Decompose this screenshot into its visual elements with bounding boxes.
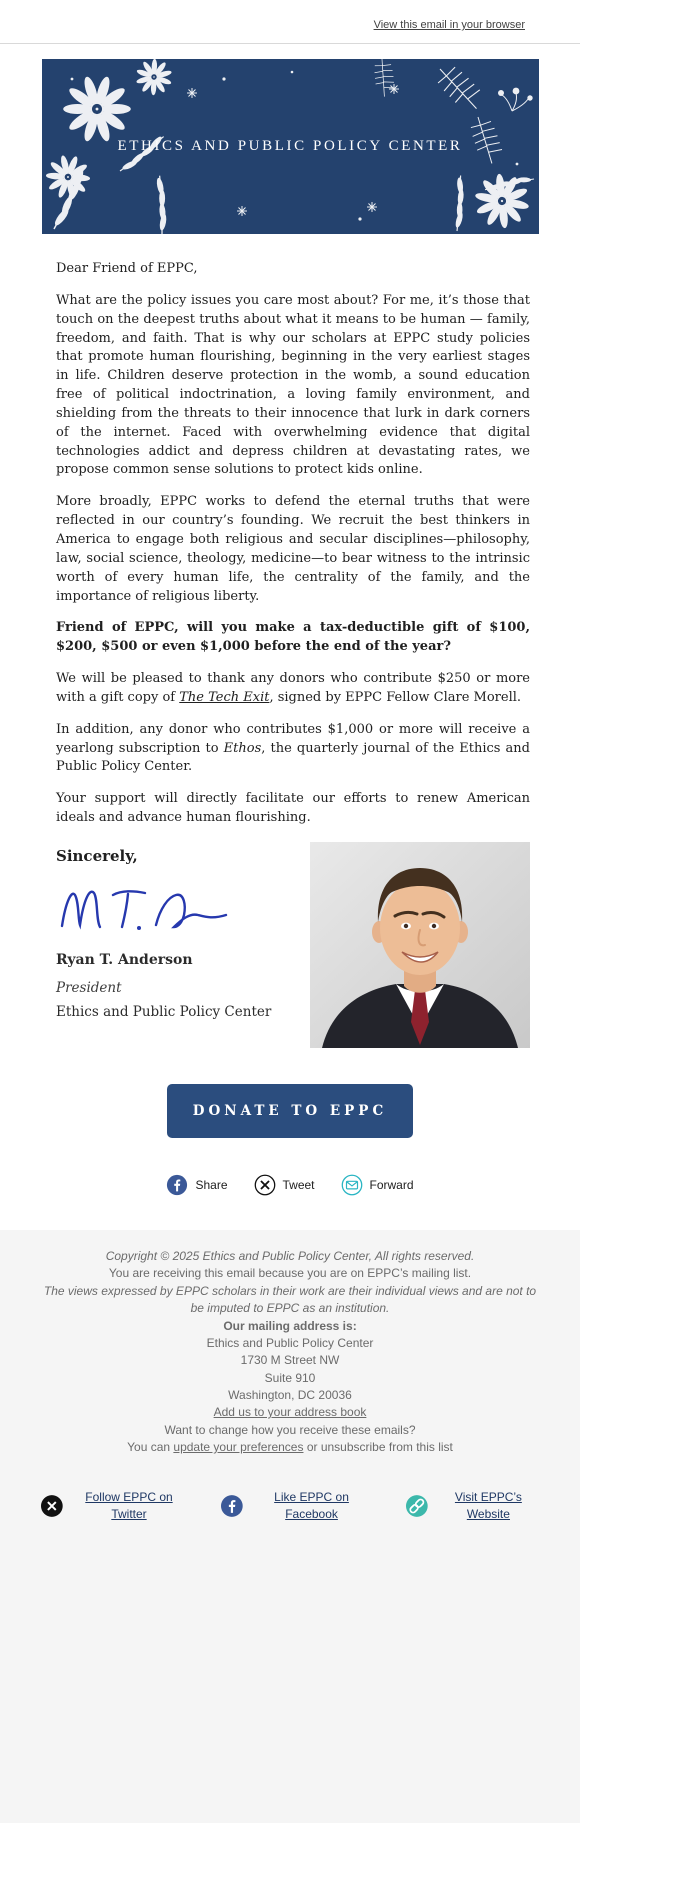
social-links-row [40,1489,540,1524]
banner-title: ETHICS AND PUBLIC POLICY CENTER [117,138,463,154]
footer [0,1230,580,1823]
visit-website-button[interactable] [405,1489,540,1524]
x-icon [40,1493,64,1519]
view-in-browser-link[interactable]: View this email in your browser [373,19,525,31]
receiving-text: You are receiving this email because you are on EPPC’s mailing list. [108,1266,472,1281]
signer-title: President [56,979,122,996]
signature-block [56,842,530,1048]
like-facebook-button[interactable] [220,1489,371,1524]
signer-organization: Ethics and Public Policy Center [56,1003,272,1020]
address-line: Ethics and Public Policy Center [206,1335,374,1350]
gift-text-post: , signed by EPPC Fellow Clare Morell. [269,689,522,705]
forward-button[interactable] [341,1174,414,1196]
follow-twitter-button[interactable] [40,1489,186,1524]
donate-button[interactable]: DONATE TO EPPC [167,1084,413,1138]
letter-body [0,234,580,1048]
salutation: Dear Friend of EPPC, [56,261,198,276]
ryan-anderson-photo [310,842,530,1048]
visit-website-label: Visit EPPC’s Website [454,1489,522,1522]
address-line: 1730 M Street NW [240,1353,340,1368]
change-emails-question: Want to change how you receive these emails? [164,1422,416,1437]
forward-label: Forward [369,1177,414,1192]
paragraph-ask: Friend of EPPC, will you make a tax-deductible gift of $100, $200, $500 or even $1,000 before the end of the year? [56,620,530,655]
paragraph-ethos [56,721,530,778]
preferences-text-or: or [303,1440,321,1455]
add-address-book-link[interactable]: Add us to your address book [213,1405,367,1420]
cta-section [0,1084,580,1138]
tweet-label: Tweet [282,1177,315,1192]
paragraph-broadly: More broadly, EPPC works to defend the eternal truths that were reflected in our country’s founding. We recruit the best thinkers in America to engage both religious and secular disciplines—philosophy, law, social science, theology, medicine—to bear witness to the intrinsic worth of every human life, the centrality of the family, and the importance of religious liberty. [56,494,530,604]
x-icon [254,1174,276,1196]
address-line: Suite 910 [264,1370,316,1385]
disclaimer-text: The views expressed by EPPC scholars in their work are their individual views and are not to be imputed to EPPC as an institution. [43,1283,537,1316]
update-preferences-link[interactable]: update your preferences [173,1440,304,1455]
banner-section [0,44,580,234]
closing-text: Sincerely, [56,846,138,865]
preheader [0,0,580,44]
mailing-address-heading: Our mailing address is: [223,1318,357,1333]
ethos-text-post: , the quarterly journal of the Ethics and Public Policy Center. [56,740,531,775]
paragraph-policy: What are the policy issues you care most about? For me, it’s those that touch on the deepest truths about what it means to be human — family, freedom, and faith. That is why our scholars at EPPC study policies that promote human flourishing, beginning in the very earliest stages in life. Children deserve protection in the womb, a sound education free of political indoctrination, a loving family environment, and shielding from the threats to their innocence that lurk in dark corners of the internet. Faced with overwhelming evidence that digital technologies addict and depress children at devastating rates, we propose common sense solutions to protect kids online. [56,292,530,478]
copyright-text: Copyright © 2025 Ethics and Public Policy Center, All rights reserved. [105,1248,475,1263]
envelope-icon [341,1174,363,1196]
ethos-text-pre: In addition, any donor who contributes $1,000 or more will receive a yearlong subscription to [56,721,530,756]
facebook-icon [166,1174,188,1196]
share-bar [0,1174,580,1196]
signer-name: Ryan T. Anderson [56,951,193,968]
preferences-line [40,1439,540,1456]
header-banner [42,59,539,234]
ethos-journal-name: Ethos [223,740,262,756]
like-facebook-label: Like EPPC on Facebook [274,1489,349,1522]
gift-text-pre: We will be pleased to thank any donors who contribute $250 or more with a gift copy of [56,671,530,705]
address-line: Washington, DC 20036 [228,1388,352,1403]
share-label: Share [195,1177,228,1192]
unsubscribe-link[interactable]: unsubscribe from this list [320,1440,453,1455]
share-facebook-button[interactable] [166,1174,227,1196]
preferences-text-pre: You can [127,1440,174,1455]
facebook-icon [220,1493,244,1519]
handwritten-signature-image [56,878,234,936]
link-icon [405,1493,429,1519]
tech-exit-link[interactable]: The Tech Exit [179,689,270,705]
paragraph-gift [56,670,530,708]
follow-twitter-label: Follow EPPC on Twitter [85,1489,173,1522]
tweet-button[interactable] [254,1174,315,1196]
paragraph-support: Your support will directly facilitate our efforts to renew American ideals and advance human flourishing. [56,791,530,826]
signature-column [56,842,271,1022]
